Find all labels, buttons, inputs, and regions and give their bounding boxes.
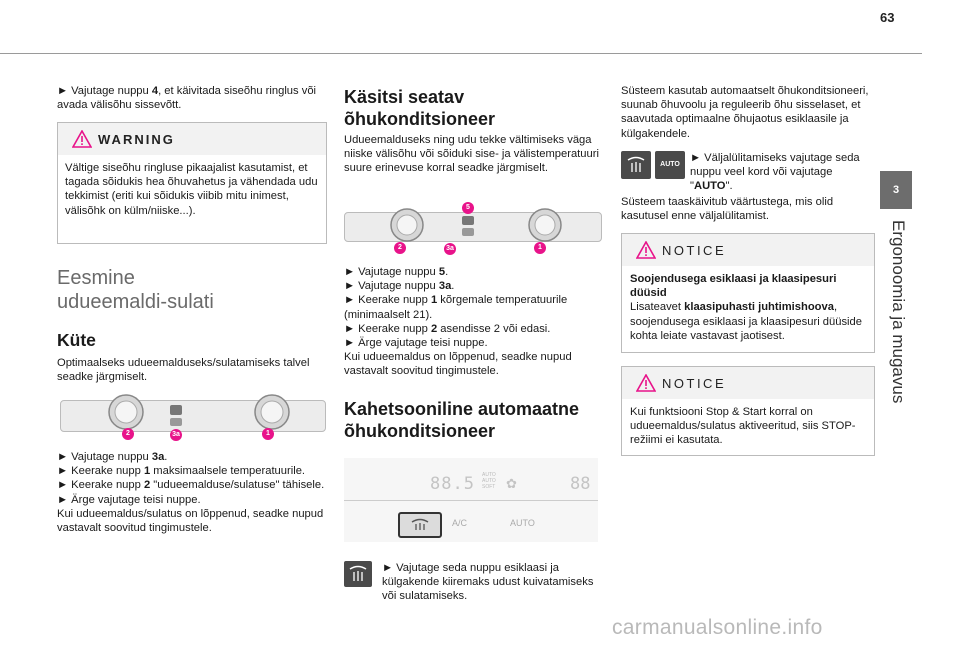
step: ► Keerake nupp 1 kõrgemale temperatuurile (minimaalselt 21). [344, 294, 568, 321]
step: ► Keerake nupp 2 asendisse 2 või edasi. [344, 322, 551, 335]
ac-button: A/C [452, 518, 468, 528]
page-number: 63 [880, 10, 895, 25]
notice-icon [636, 241, 656, 259]
heading-auto-ac-line2: õhukonditsioneer [344, 421, 496, 441]
badge-knob-2: 2 [394, 242, 406, 254]
chapter-title: Ergonoomia ja mugavus [889, 220, 908, 404]
step: ► Ärge vajutage teisi nuppe. [57, 493, 201, 506]
notice-title: NOTICE [662, 243, 727, 258]
col1-sub-intro: Optimaalseks udueemalduseks/sulatamiseks talvel seadke järgmiselt. [57, 357, 310, 384]
step: ► Vajutage nuppu 3a. [57, 451, 168, 463]
display-fan-icon: ✿ [506, 476, 517, 491]
fan-button [170, 405, 182, 415]
ac-button [462, 216, 474, 225]
display-left-temp: 88.5 [430, 474, 475, 494]
section-title-line1: Eesmine [57, 267, 135, 289]
heading-auto-ac-line1: Kahetsooniline automaatne [344, 399, 580, 419]
defrost-icon [400, 514, 440, 536]
col2-closing: Kui udueemaldus on lõppenud, seadke nupud vastavalt soovitud tingimustele. [344, 351, 572, 378]
windscreen-defrost-icon [344, 561, 372, 587]
col1-closing: Kui udueemaldus/sulatus on lõppenud, seadke nupud vastavalt soovitud tingimustele. [57, 507, 324, 535]
defrost-button [170, 418, 182, 426]
heading-manual-ac-line2: õhukonditsioneer [344, 109, 496, 129]
auto-button: AUTO [510, 518, 535, 528]
climate-panel-illustration [60, 392, 324, 442]
notice-box-2 [621, 366, 875, 456]
step: ► Vajutage nuppu 5. [344, 266, 449, 278]
knob-left [106, 392, 146, 432]
defrost-icon-box [344, 561, 372, 587]
panel-divider [344, 500, 598, 501]
step: ► Keerake nupp 1 maksimaalsele temperatuurile. [57, 465, 306, 478]
chapter-tab: 3 [880, 171, 912, 209]
badge-knob-1: 1 [534, 242, 546, 254]
warning-title: WARNING [98, 132, 175, 147]
knob-right [252, 392, 292, 432]
col3-restart: Süsteem taaskäivitub väärtustega, mis olid kasutusel enne väljalülitamist. [621, 196, 834, 223]
badge-knob-2: 2 [122, 428, 134, 440]
subheading-kyte: Küte [57, 330, 96, 350]
defrost-button [462, 228, 474, 236]
rear-defrost-button [398, 512, 442, 538]
warning-box [57, 122, 327, 244]
display-right-temp: 88 [570, 474, 591, 494]
col1-intro: ► Vajutage nuppu 4, et käivitada siseõhu ringlus või avada välisõhu sissevõtt. [57, 85, 317, 112]
step: ► Vajutage nuppu 3a. [344, 280, 455, 293]
windscreen-defrost-icon [621, 151, 651, 179]
notice-header [622, 234, 874, 266]
step: ► Keerake nupp 2 "udueemalduse/sulatuse" tähisele. [57, 479, 325, 492]
col3-intro: Süsteem kasutab automaatselt õhukonditsioneeri, suunab õhuvoolu ja reguleerib õhu sisselaset, et saavutada optimaalne õhujaotus esiklaasile ja külgakendele. [621, 85, 869, 140]
knob-right [526, 206, 564, 244]
warning-text: Vältige siseõhu ringluse pikaajalist kasutamist, et tagada sõidukis hea õhuvahetus ja vähendada udu tekkimist (eriti kui sõidukis viibib mitu inimest, välisõhk on külm/niiske...). [65, 162, 318, 217]
badge-knob-1: 1 [262, 428, 274, 440]
display-modes: AUTO AUTO SOFT [482, 472, 496, 490]
warning-header [58, 123, 326, 155]
section-title-line2: udueemaldi-sulati [57, 291, 214, 313]
heading-manual-ac-line1: Käsitsi seatav [344, 87, 465, 107]
col2-steps [344, 265, 602, 379]
notice-icon [636, 374, 656, 392]
badge-button-5: 5 [462, 202, 474, 214]
notice-text: Soojendusega esiklaasi ja klaasipesuri düüsid Lisateavet klaasipuhasti juhtimishoova, soojendusega esiklaasi ja klaasipesuri düüside kohta leiate vastavast jaotisest. [630, 273, 862, 342]
col3-switch-off: ► Väljalülitamiseks vajutage seda nuppu veel kord või vajutage "AUTO". [690, 152, 860, 193]
auto-ac-panel-illustration [344, 458, 598, 542]
notice-box-1 [621, 233, 875, 353]
warning-icon [72, 130, 92, 148]
watermark: carmanualsonline.info [612, 616, 823, 639]
step: ► Ärge vajutage teisi nuppe. [344, 337, 488, 350]
col1-steps [57, 450, 325, 535]
auto-icon: AUTO [655, 151, 685, 179]
notice-text: Kui funktsiooni Stop & Start korral on udueemaldus/sulatus aktiveeritud, siis STOP-režiimi ei kasutata. [630, 406, 856, 447]
col2-intro: Udueemalduseks ning udu tekke vältimiseks väga niiske välisõhu või sõiduki sise- ja välistemperatuuri suure erinevuse korral seadke järgmiselt. [344, 134, 599, 175]
col2-note: ► Vajutage seda nuppu esiklaasi ja külgakende kiiremaks udust kuivatamiseks või sulatamiseks. [382, 562, 594, 603]
defrost-icon-box [621, 151, 651, 179]
climate-panel-illustration-2 [344, 200, 600, 256]
badge-button-3a: 3a [444, 243, 456, 255]
header-divider [0, 53, 922, 54]
notice-title: NOTICE [662, 376, 727, 391]
notice-header [622, 367, 874, 399]
badge-button-3a: 3a [170, 429, 182, 441]
knob-left [388, 206, 426, 244]
